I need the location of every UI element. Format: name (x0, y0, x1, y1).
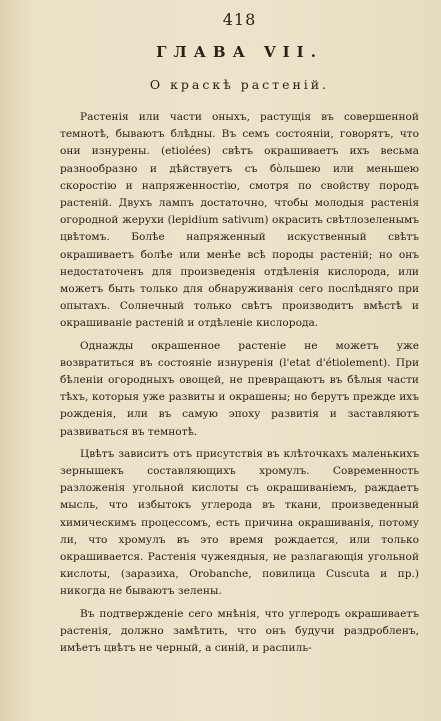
paragraph-4: Въ подтвержденіе сего мнѣнія, что углеродъ окрашиваетъ растенія, должно замѣтить, что онъ будучи раздробленъ, имѣетъ цвѣтъ не черный, а синій, и распиль- (60, 607, 419, 655)
chapter-title: ГЛАВА VII. (156, 43, 323, 61)
paragraph-1: Растенія или части оныхъ, растущія въ совершенной темнотѣ, бываютъ блѣдны. Въ семъ состояніи, говорятъ, что они изнурены. (etiolées) свѣтъ окрашиваетъ ихъ весьма разнообразно и дѣйствуетъ съ бо̀льшею или меньшею скоростію и напряженностію, смотря по свойству породъ растеній. Двухъ лампъ достаточно, чтобы молодыя растенія огородной жерухи (lepidium sativum) окрасить свѣтлозеленымъ цвѣтомъ. Болѣе напряженный искуственный свѣтъ окрашиваетъ болѣе или менѣе всѣ породы растеній; но онъ недостаточенъ для произведенія отдѣленія кислорода, или можетъ быть только для обнаруживанія сего послѣдняго при опытахъ. Солнечный только свѣтъ производитъ вмѣстѣ и окрашиваніе растеній и отдѣленіе кислорода. (60, 111, 419, 330)
paragraph-3: Цвѣтъ зависитъ отъ присутствія въ клѣточкахъ маленькихъ зернышекъ составляющихъ хромулъ. Современность разложенія угольной кислоты съ окрашиваніемъ, раждаетъ мысль, что избытокъ углерода въ ткани, произведенный химическимъ процессомъ, есть причина окрашиванія, потому ли, что хромулъ въ это время рождается, или только окрашивается. Растенія чужеядныя, не разлагающія угольной кислоты, (заразиха, Orobanche, повилица Cuscuta и пр.) никогда не бываютъ зелены. (60, 447, 419, 598)
page-number: 418 (222, 10, 257, 29)
paragraph-2: Однажды окрашенное растеніе не можетъ уже возвратиться въ состояніе изнуренія (l'etat d'étiolement). При бѣленіи огородныхъ овощей, не превращаютъ въ бѣлыя части тѣхъ, которыя уже развиты и окрашены; но берутъ прежде ихъ рожденія, или въ самую эпоху развитія и заставляютъ развиваться въ темнотѣ. (60, 339, 419, 438)
section-title: О краскѣ растеній. (149, 77, 330, 92)
